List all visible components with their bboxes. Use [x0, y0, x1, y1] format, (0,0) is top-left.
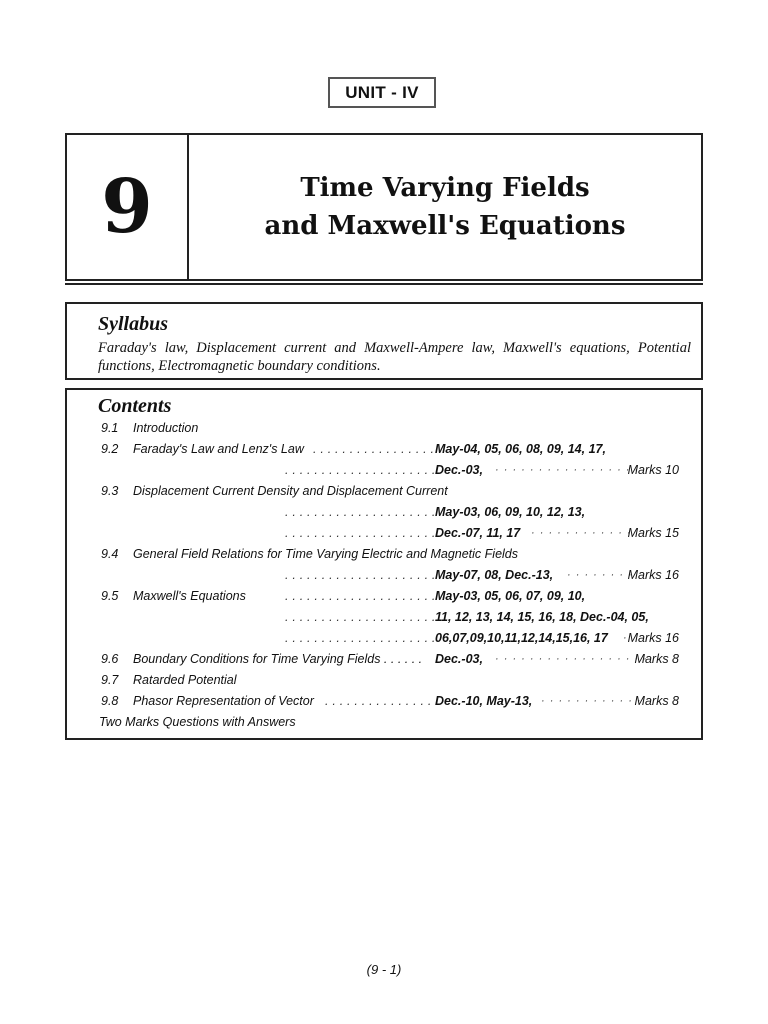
chapter-title-line1: Time Varying Fields: [300, 173, 590, 203]
contents-row: [67, 671, 701, 689]
leader-dots: . . . . . . . . . . . . . . .: [325, 694, 432, 708]
contents-item-title: Introduction: [133, 421, 199, 435]
exam-dates: Dec.-07, 11, 17: [435, 526, 521, 540]
leader-dots: . . . . . . . . . . . . . . . . . . . . .: [285, 631, 436, 645]
contents-item-number: 9.8: [101, 694, 119, 708]
leader-dots: . . . . . . . . . . . . . . . . .: [313, 442, 435, 456]
marks-label: Marks 10: [627, 463, 679, 477]
marks-label: Marks 16: [627, 568, 679, 582]
syllabus-text: Faraday's law, Displacement current and Maxwell-Ampere law, Maxwell's equations, Potential functions, Electromagnetic boundary conditions.: [98, 340, 691, 374]
contents-item-number: 9.3: [101, 484, 119, 498]
contents-row: [67, 650, 701, 668]
contents-item-title: Maxwell's Equations: [133, 589, 246, 603]
contents-row: [67, 419, 701, 437]
contents-item-title: Boundary Conditions for Time Varying Fields . . . . . .: [133, 652, 423, 666]
contents-item-number: 9.7: [101, 673, 119, 687]
leader-dots: · · · · · · · · · · · ·: [541, 695, 642, 707]
exam-dates: May-03, 05, 06, 07, 09, 10,: [435, 589, 586, 603]
chapter-title-line2: and Maxwell's Equations: [264, 211, 626, 241]
marks-label: Marks 16: [627, 631, 679, 645]
exam-dates: May-07, 08, Dec.-13,: [435, 568, 554, 582]
contents-item-number: 9.6: [101, 652, 119, 666]
chapter-title: [189, 135, 701, 279]
syllabus-heading: Syllabus: [98, 313, 169, 335]
contents-row: [67, 629, 701, 647]
leader-dots: . . . . . . . . . . . . . . . . . . . . .: [285, 526, 436, 540]
exam-dates: 06,07,09,10,11,12,14,15,16, 17: [435, 631, 608, 645]
contents-item-number: 9.1: [101, 421, 119, 435]
contents-item-title: Displacement Current Density and Displacement Current: [133, 484, 448, 498]
leader-dots: . . . . . . . . . . . . . . . . . . . . .: [285, 589, 436, 603]
contents-box: [65, 388, 703, 740]
contents-item-number: 9.5: [101, 589, 119, 603]
chapter-header: [65, 133, 703, 281]
contents-heading: Contents: [98, 395, 172, 417]
contents-item-title: Phasor Representation of Vector: [133, 694, 314, 708]
contents-item-number: 9.4: [101, 547, 119, 561]
leader-dots: · · · · · · · · · · · · · · · · ·: [495, 464, 640, 476]
contents-row: [67, 713, 701, 731]
unit-label-box: [328, 77, 436, 108]
contents-item-title: Faraday's Law and Lenz's Law: [133, 442, 304, 456]
chapter-number: 9: [67, 135, 189, 279]
contents-item-title: General Field Relations for Time Varying Electric and Magnetic Fields: [133, 547, 519, 561]
marks-label: Marks 8: [634, 652, 679, 666]
contents-row: [67, 482, 701, 500]
contents-row: [67, 503, 701, 521]
page-number: (9 - 1): [366, 962, 402, 977]
contents-row: [67, 524, 701, 542]
leader-dots: · · · · · · · · · · · · · · · · · ·: [495, 653, 648, 665]
marks-label: Marks 15: [627, 526, 679, 540]
leader-dots: . . . . . . . . . . . . . . . . . . . . .: [285, 610, 436, 624]
contents-row: [67, 440, 701, 458]
contents-row: [67, 545, 701, 563]
exam-dates: Dec.-03,: [435, 652, 483, 666]
leader-dots: · · · · · · · ·: [567, 569, 633, 581]
exam-dates: Dec.-03,: [435, 463, 483, 477]
contents-row: [67, 608, 701, 626]
contents-row: [67, 587, 701, 605]
leader-dots: · · · · · · · · · · · ·: [531, 527, 632, 539]
leader-dots: . . . . . . . . . . . . . . . . . . . . .: [285, 568, 436, 582]
syllabus-box: [65, 302, 703, 380]
exam-dates: May-04, 05, 06, 08, 09, 14, 17,: [435, 442, 606, 456]
exam-dates: Dec.-10, May-13,: [435, 694, 533, 708]
contents-row: [67, 692, 701, 710]
exam-dates: 11, 12, 13, 14, 15, 16, 18, Dec.-04, 05,: [435, 610, 649, 624]
leader-dots: ·: [623, 632, 628, 644]
marks-label: Marks 8: [634, 694, 679, 708]
exam-dates: May-03, 06, 09, 10, 12, 13,: [435, 505, 586, 519]
contents-row: [67, 461, 701, 479]
contents-item-title: Two Marks Questions with Answers: [99, 715, 296, 729]
contents-item-title: Ratarded Potential: [133, 673, 237, 687]
contents-row: [67, 566, 701, 584]
contents-item-number: 9.2: [101, 442, 119, 456]
leader-dots: . . . . . . . . . . . . . . . . . . . . .: [285, 463, 436, 477]
unit-label: UNIT - IV: [345, 82, 419, 102]
leader-dots: . . . . . . . . . . . . . . . . . . . . .: [285, 505, 436, 519]
